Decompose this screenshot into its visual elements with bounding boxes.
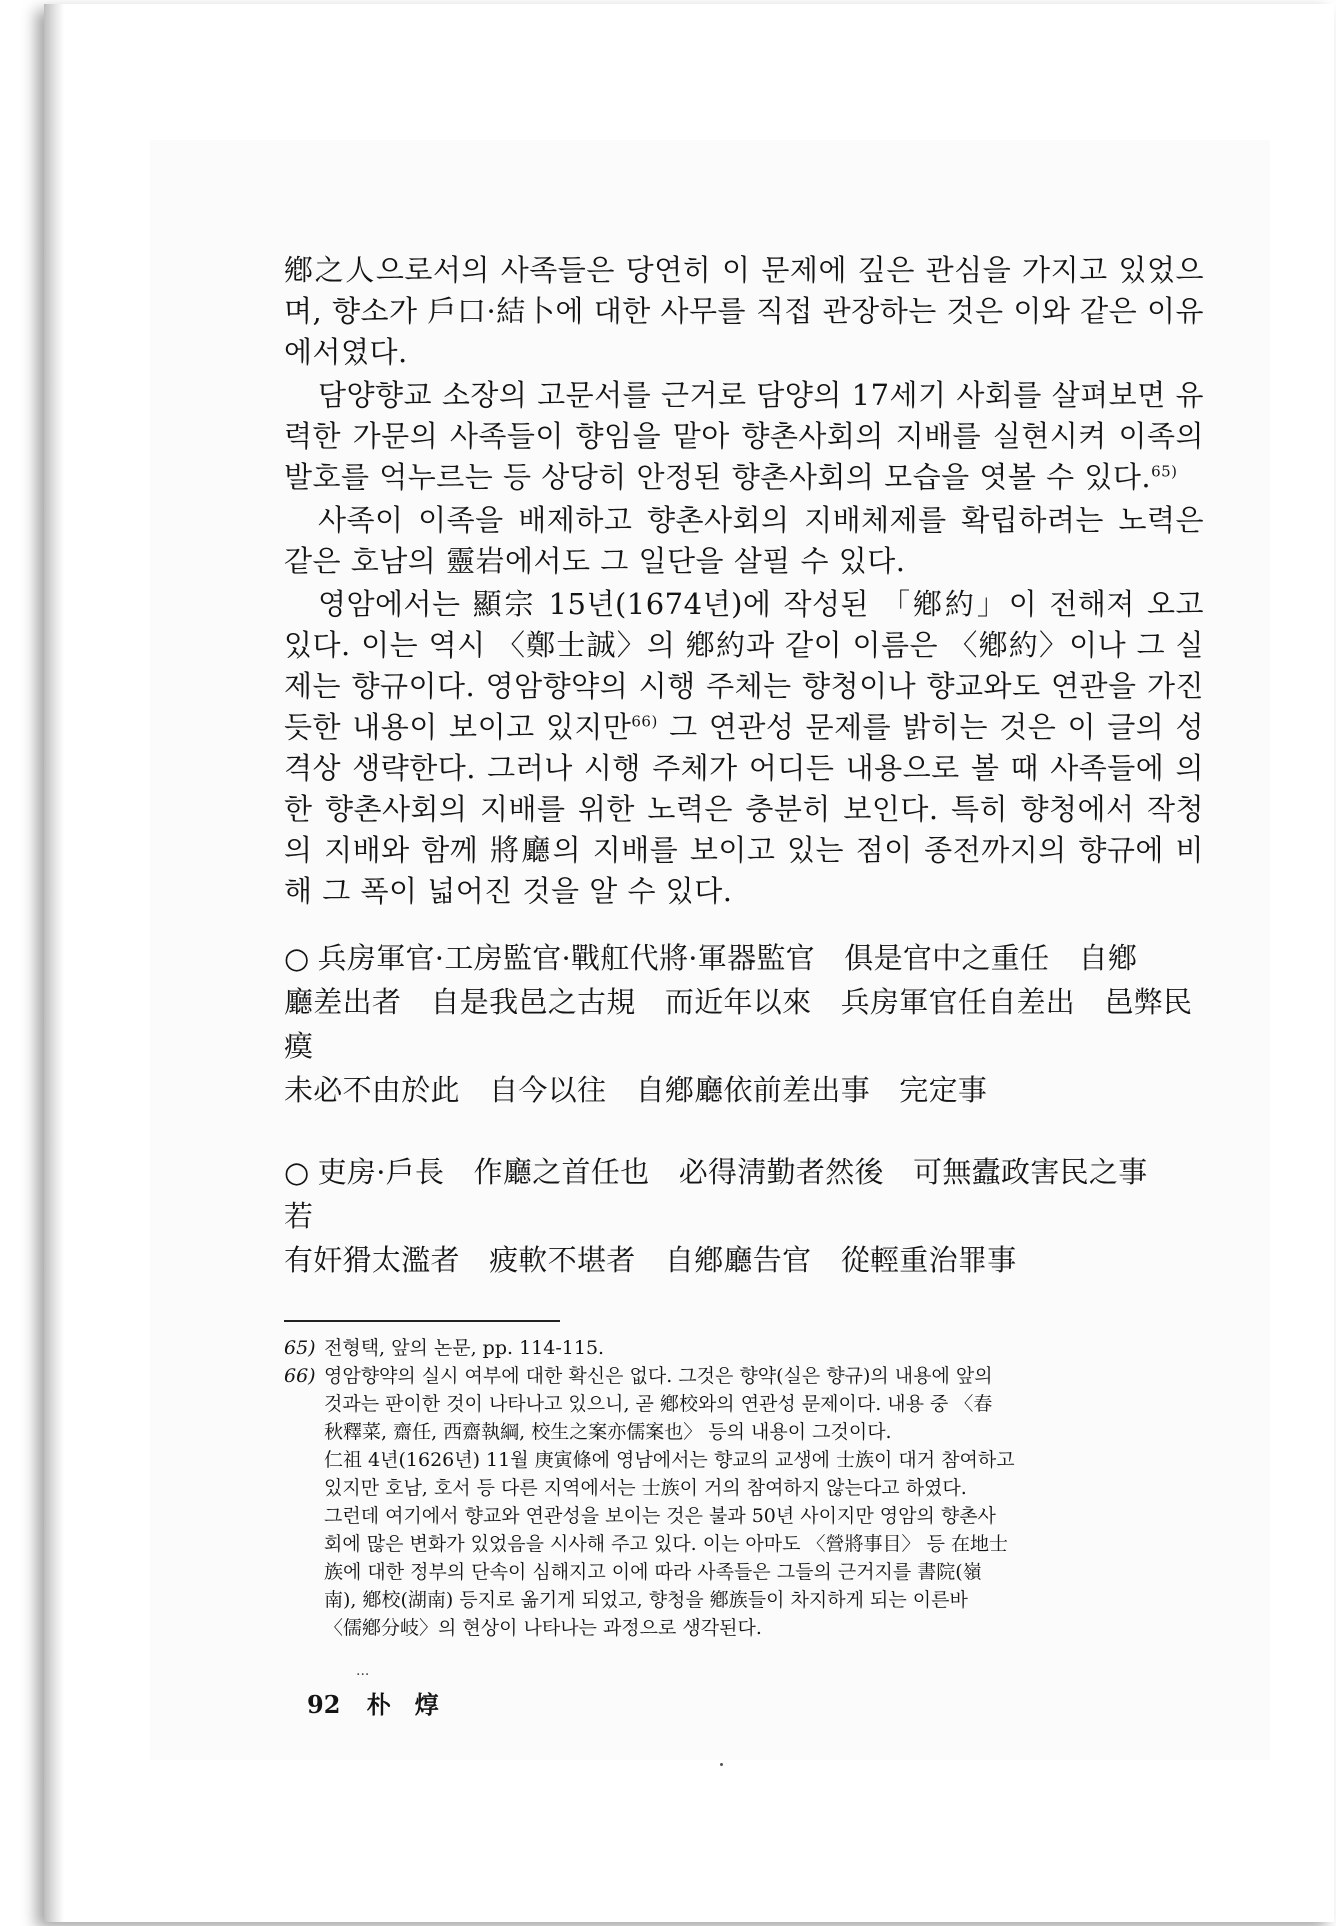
footnote-line: 南), 鄕校(湖南) 등지로 옮기게 되었고, 향청을 鄕族들이 차지하게 되는 이른바 [324, 1589, 968, 1611]
footnote-line: 있지만 호남, 호서 등 다른 지역에서는 士族이 거의 참여하지 않는다고 하였다. [324, 1477, 967, 1499]
circle-bullet-icon: ○ [284, 1155, 310, 1189]
footnote-line: 〈儒鄕分岐〉의 현상이 나타나는 과정으로 생각된다. [324, 1617, 762, 1639]
footnote-line: 그런데 여기에서 향교와 연관성을 보이는 것은 불과 50년 사이지만 영암의 향촌사 [324, 1505, 996, 1527]
page-folio [307, 1685, 439, 1720]
quote-block-1 [284, 936, 1204, 1112]
footnote-line: 仁祖 4년(1626년) 11월 庚寅條에 영남에서는 향교의 교생에 士族이 대거 참여하고 [324, 1449, 1015, 1471]
footnote-line: 族에 대한 정부의 단속이 심해지고 이에 따라 사족들은 그들의 근거지를 書院(嶺 [324, 1561, 982, 1583]
scan-speck [720, 1763, 723, 1766]
paragraph-4-continued: 그 연관성 문제를 밝히는 것은 이 글의 성격상 생략한다. 그러나 시행 주체가 어디든 내용으로 볼 때 사족들에 의한 향촌사회의 지배를 위한 노력은 충분히 보인다. 특히 향청에서 작청의 지배와 함께 將廳의 지배를 보이고 있는 점이 종전까지의 향규에 비해 그 폭이 넓어진 것을 알 수 있다. [284, 710, 1205, 908]
paragraph-1 [284, 250, 1204, 373]
page-content [284, 250, 1204, 1642]
page-number: 92 [307, 1690, 341, 1719]
quote-2-line-2: 有奸猾太濫者 疲軟不堪者 自鄕廳告官 從輕重治罪事 [284, 1243, 1017, 1277]
scan-dots: ... [356, 1663, 370, 1679]
quote-2-line-1: ○ 吏房·戶長 作廳之首任也 必得淸勤者然後 可無蠹政害民之事 若 [284, 1150, 1204, 1238]
footnote-line: 영암향약의 실시 여부에 대한 확신은 없다. 그것은 향약(실은 향규)의 내용에 앞의 [324, 1365, 993, 1387]
quote-1-line-1: ○ 兵房軍官·工房監官·戰舡代將·軍器監官 俱是官中之重任 自鄕 [284, 936, 1204, 980]
paragraph-2-text: 담양향교 소장의 고문서를 근거로 담양의 17세기 사회를 살펴보면 유력한 가문의 사족들이 향임을 맡아 향촌사회의 지배를 실현시켜 이족의 발호를 억누르는 등 상당히 안정된 향촌사회의 모습을 엿볼 수 있다. [284, 378, 1204, 494]
footnote-divider [284, 1320, 560, 1322]
paragraph-2 [284, 375, 1204, 498]
running-author: 朴 焞 [366, 1690, 439, 1719]
page-spine [44, 4, 64, 1922]
footnote-number: 65) [284, 1337, 316, 1359]
footnote-body [324, 1362, 1204, 1642]
paragraph-3 [284, 500, 1204, 582]
footnote-line: 전형택, 앞의 논문, pp. 114-115. [324, 1337, 605, 1359]
footnote-line: 것과는 판이한 것이 나타나고 있으니, 곧 鄕校와의 연관성 문제이다. 내용 중 〈春 [324, 1393, 993, 1415]
circle-bullet-icon: ○ [284, 941, 310, 975]
quote-1-line-3: 未必不由於此 自今以往 自鄕廳依前差出事 完定事 [284, 1073, 988, 1107]
footnote-line: 회에 많은 변화가 있었음을 시사해 주고 있다. 이는 아마도 〈營將事目〉 등 在地士 [324, 1533, 1008, 1555]
footnote-ref-65[interactable]: 65) [1151, 462, 1178, 481]
footnote-body [324, 1334, 1204, 1362]
footnote-line: 秋釋菜, 齋任, 西齋執綱, 校生之案亦儒案也〉 등의 내용이 그것이다. [324, 1421, 892, 1443]
footnote-number: 66) [284, 1365, 316, 1387]
footnote-ref-66[interactable]: 66) [631, 712, 658, 731]
paragraph-4 [284, 584, 1204, 912]
paragraph-4-text: 영암에서는 顯宗 15년(1674년)에 작성된 「鄕約」이 전해져 오고 있다. 이는 역시 〈鄭士誠〉의 鄕約과 같이 이름은 〈鄕約〉이나 그 실제는 향규이다. 영암향약의 시행 주체는 향청이나 향교와도 연관을 가진 듯한 내용이 보이고 있지만 [284, 587, 1204, 744]
quote-1-line-2: 廳差出者 自是我邑之古規 而近年以來 兵房軍官任自差出 邑弊民瘼 [284, 985, 1193, 1063]
paragraph-3-text: 사족이 이족을 배제하고 향촌사회의 지배체제를 확립하려는 노력은 같은 호남의 靈岩에서도 그 일단을 살필 수 있다. [284, 503, 1204, 578]
footnote-66 [284, 1362, 1204, 1642]
quote-block-2 [284, 1150, 1204, 1282]
footnote-65 [284, 1334, 1204, 1362]
paragraph-1-text: 鄕之人으로서의 사족들은 당연히 이 문제에 깊은 관심을 가지고 있었으며, 향소가 戶口·結卜에 대한 사무를 직접 관장하는 것은 이와 같은 이유에서였다. [284, 253, 1204, 369]
